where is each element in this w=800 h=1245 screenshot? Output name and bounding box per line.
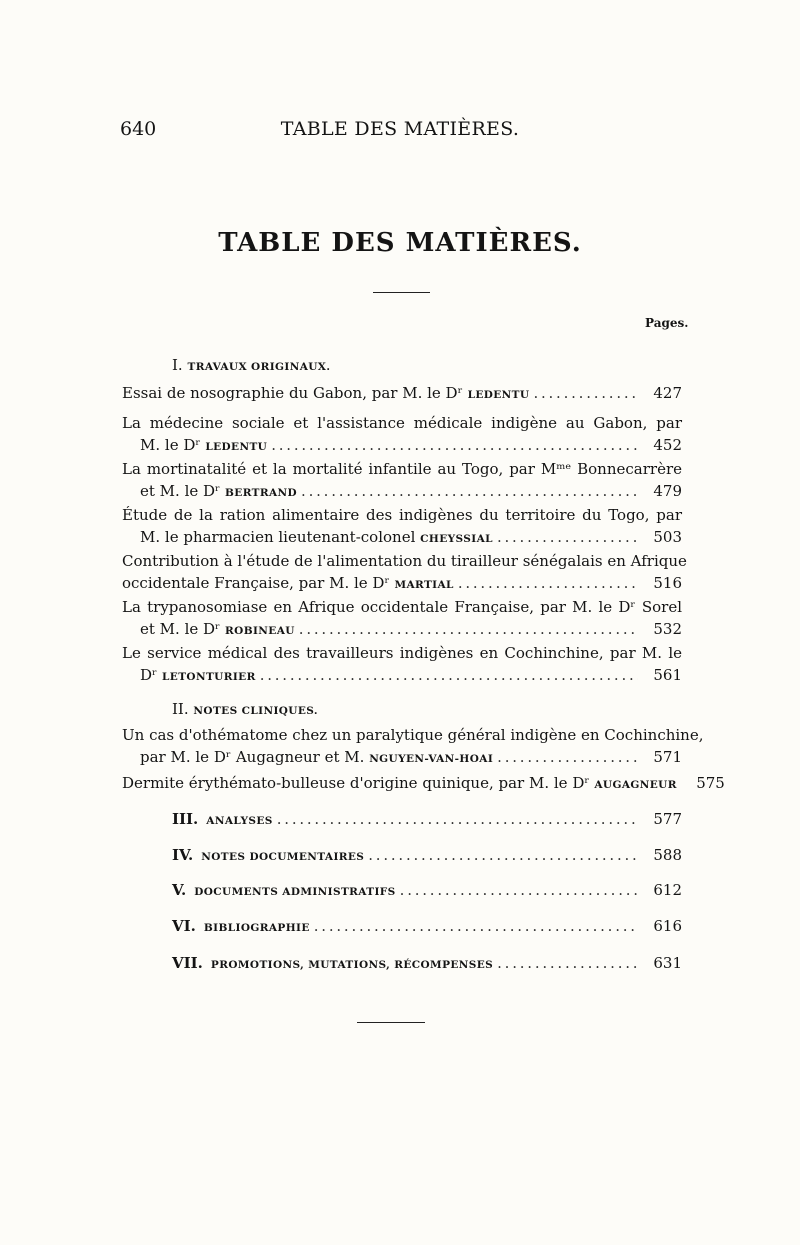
- entry-text-cont: et M. le Dʳ: [140, 620, 221, 638]
- section-number: IV.: [172, 846, 194, 864]
- entry-page: 503: [653, 528, 682, 546]
- entry-page: 616: [653, 917, 682, 935]
- entry-page: 452: [653, 436, 682, 454]
- entry-text: Un cas d'othématome chez un paralytique général indigène en Cochinchine,: [122, 726, 704, 744]
- entry-page: 577: [653, 810, 682, 828]
- divider-bottom: [357, 1022, 425, 1023]
- section-number: II.: [172, 700, 189, 718]
- section-number: VI.: [172, 917, 196, 935]
- section-title: ANALYSES: [206, 815, 273, 827]
- leader-dots: [314, 917, 638, 935]
- leader-dots: [458, 572, 638, 594]
- entry-author: ROBINEAU: [225, 625, 295, 637]
- entry-text-cont: et M. le Dʳ: [140, 482, 221, 500]
- entry-text: La trypanosomiase en Afrique occidentale Française, par M. le Dʳ Sorel: [122, 598, 682, 616]
- section-number: I.: [172, 356, 183, 374]
- entry-author: AUGAGNEUR: [594, 779, 677, 791]
- entry-author: LETONTURIER: [162, 671, 256, 683]
- entry-page: 479: [653, 482, 682, 500]
- entry-author: MARTIAL: [394, 579, 454, 591]
- entry-page: 427: [653, 384, 682, 402]
- section-number: VII.: [172, 954, 203, 972]
- page-number: 640: [120, 118, 157, 140]
- pages-column-label: Pages.: [645, 316, 689, 330]
- entry-author: LEDENTU: [467, 389, 530, 401]
- section-title: NOTES DOCUMENTAIRES: [201, 851, 365, 863]
- leader-dots: [368, 846, 638, 864]
- toc-entry[interactable]: [122, 550, 687, 596]
- toc-entry[interactable]: [122, 504, 682, 550]
- entry-page: 571: [653, 748, 682, 766]
- entry-text-cont: occidentale Française, par M. le Dʳ: [122, 574, 390, 592]
- section-heading: [172, 700, 318, 718]
- entry-page: 561: [653, 666, 682, 684]
- leader-dots: [260, 664, 638, 686]
- entry-page: 588: [653, 846, 682, 864]
- entry-page: 516: [653, 574, 682, 592]
- entry-text: Le service médical des travailleurs indigènes en Cochinchine, par M. le: [122, 644, 682, 662]
- page-title: TABLE DES MATIÈRES.: [218, 228, 582, 258]
- section-title: TRAVAUX ORIGINAUX.: [187, 361, 331, 373]
- section-title: PROMOTIONS, MUTATIONS, RÉCOMPENSES: [210, 959, 494, 971]
- entry-text-cont: M. le pharmacien lieutenant-colonel: [140, 528, 416, 546]
- entry-author: BERTRAND: [225, 487, 298, 499]
- toc-section-row[interactable]: [172, 881, 682, 899]
- toc-section-row[interactable]: [172, 917, 682, 935]
- toc-section-row[interactable]: [172, 846, 682, 864]
- section-title: BIBLIOGRAPHIE: [203, 922, 310, 934]
- section-title: DOCUMENTS ADMINISTRATIFS: [194, 886, 396, 898]
- leader-dots: [497, 526, 638, 548]
- divider-top: [373, 292, 430, 293]
- section-heading: [172, 356, 330, 374]
- leader-dots: [277, 810, 638, 828]
- entry-page: 612: [653, 881, 682, 899]
- toc-entry[interactable]: [122, 412, 682, 458]
- leader-dots: [299, 618, 638, 640]
- entry-text-cont: Dʳ: [140, 666, 158, 684]
- entry-text-cont: M. le Dʳ: [140, 436, 201, 454]
- section-number: III.: [172, 810, 199, 828]
- entry-author: NGUYEN-VAN-HOAI: [369, 753, 494, 765]
- section-title: NOTES CLINIQUES.: [193, 705, 318, 717]
- toc-entry[interactable]: [122, 596, 682, 642]
- entry-text: Essai de nosographie du Gabon, par M. le Dʳ: [122, 384, 463, 402]
- toc-entry[interactable]: [122, 642, 682, 688]
- leader-dots: [533, 382, 638, 404]
- section-number: V.: [172, 881, 187, 899]
- entry-page: 631: [653, 954, 682, 972]
- toc-section-row[interactable]: [172, 810, 682, 828]
- running-head: [0, 118, 800, 148]
- entry-author: LEDENTU: [205, 441, 268, 453]
- toc-entry[interactable]: [122, 724, 704, 770]
- entry-text: La médecine sociale et l'assistance médicale indigène au Gabon, par: [122, 414, 682, 432]
- leader-dots: [400, 881, 638, 899]
- toc-entry[interactable]: [122, 382, 682, 406]
- toc-entry[interactable]: [122, 458, 682, 504]
- running-title: TABLE DES MATIÈRES.: [280, 118, 520, 140]
- entry-page: 532: [653, 620, 682, 638]
- entry-text: Dermite érythémato-bulleuse d'origine quinique, par M. le Dʳ: [122, 774, 590, 792]
- entry-page: 575: [696, 774, 725, 792]
- leader-dots: [497, 746, 638, 768]
- toc-entry[interactable]: [122, 772, 725, 796]
- leader-dots: [271, 434, 638, 456]
- entry-text: Contribution à l'étude de l'alimentation du tirailleur sénégalais en Afrique: [122, 552, 687, 570]
- leader-dots: [497, 954, 638, 972]
- entry-author: CHEYSSIAL: [420, 533, 493, 545]
- entry-text-cont: par M. le Dʳ Augagneur et M.: [140, 748, 365, 766]
- toc-section-row[interactable]: [172, 954, 682, 972]
- entry-text: Étude de la ration alimentaire des indigènes du territoire du Togo, par: [122, 506, 682, 524]
- leader-dots: [301, 480, 638, 502]
- entry-text: La mortinatalité et la mortalité infantile au Togo, par Mᵐᵉ Bonnecarrère: [122, 460, 682, 478]
